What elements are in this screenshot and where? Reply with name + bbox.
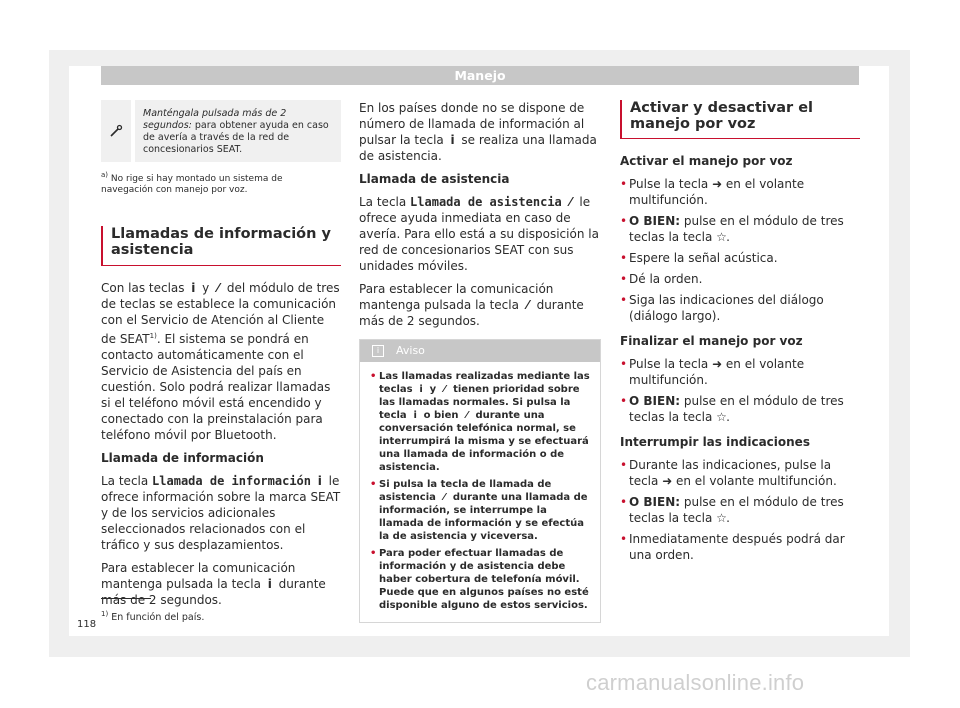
subheading-finish: Finalizar el manejo por voz [620, 334, 803, 348]
list-item: • O BIEN: pulse en el módulo de tres teclas la tecla ☆. [620, 213, 860, 245]
wrench-icon: ⁄ [217, 281, 220, 295]
list-item: • Siga las indicaciones del diálogo (diálogo largo). [620, 292, 860, 324]
paragraph-info-hold: Para establecer la comunicación mantenga pulsada la tecla i durante más de 2 segundos. [101, 561, 326, 607]
subheading-activate: Activar el manejo por voz [620, 154, 793, 168]
list-item: • Durante las indicaciones, pulse la tecla ➜ en el volante multifunción. [620, 457, 860, 489]
aviso-body [360, 362, 600, 622]
info-icon: i [413, 410, 417, 421]
column-2 [359, 100, 601, 623]
info-icon: i [317, 474, 322, 488]
footnote-a: $^{a)}$ No rige si hay montado un sistema de navegación con manejo por voz. [101, 171, 283, 195]
wrench-icon: ⁄ [466, 410, 468, 421]
aviso-box [359, 339, 601, 623]
paragraph-intro: Con las teclas i y ⁄ del módulo de tres de teclas se establece la comunicación con el Servicio de Atención al Cliente de SEAT$^{1)}$. El sistema se pondrá en contacto automáticamente con el Servicio de Asistencia del país en cuestión. Solo podrá realizar llamadas si el teléfono móvil está encendido y conectado con la preinstalación para teléfono móvil por Bluetooth. [101, 281, 340, 442]
list-item: • O BIEN: pulse en el módulo de tres teclas la tecla ☆. [620, 393, 860, 425]
subheading-assist-call: Llamada de asistencia [359, 172, 510, 186]
subheading-interrupt: Interrumpir las indicaciones [620, 435, 810, 449]
subheading-info-call: Llamada de información [101, 451, 264, 465]
paragraph-info-call: La tecla Llamada de información i le ofrece información sobre la marca SEAT y de los servicios adicionales seleccionados relacionados con el tráfico y sus desplazamientos. [101, 474, 341, 552]
star-icon: ☆ [716, 511, 727, 525]
paragraph-assist-call: La tecla Llamada de asistencia ⁄ le ofrece ayuda inmediata en caso de avería. Para ello está a su disposición la red de concesionarios SEAT con sus unidades móviles. [359, 195, 599, 273]
list-item: • Pulse la tecla ➜ en el volante multifunción. [620, 176, 860, 208]
info-icon: i [191, 281, 196, 295]
page-header [101, 66, 859, 85]
section-heading-llamadas: Llamadas de información y asistencia [101, 226, 341, 266]
info-box-icon: i [372, 345, 384, 357]
star-icon: ☆ [716, 230, 727, 244]
page-number: 118 [77, 619, 97, 630]
voice-button-icon: ➜ [712, 357, 723, 371]
watermark: carmanualsonline.info [586, 670, 805, 695]
list-item: • Espere la señal acústica. [620, 250, 860, 266]
info-icon: i [267, 577, 272, 591]
voice-button-icon: ➜ [712, 177, 723, 191]
tip-text: Manténgala pulsada más de 2 segundos: para obtener ayuda en caso de avería a través de la red de concesionarios SEAT. [131, 100, 341, 162]
info-icon: i [450, 133, 455, 147]
wrench-icon: ⁄ [443, 384, 446, 395]
aviso-bullet: • Las llamadas realizadas mediante las teclas i y ⁄ tienen prioridad sobre las llamadas normales. Si pulsa la tecla i o bien ⁄ durante una conversación telefónica normal, se interrumpirá la misma y se efectuará una llamada de información o de asistencia. [370, 370, 592, 474]
list-item: • Pulse la tecla ➜ en el volante multifunción. [620, 356, 860, 388]
column-3 [620, 100, 860, 568]
aviso-bullet: • Para poder efectuar llamadas de información y de asistencia debe haber cobertura de telefonía móvil. Puede que en algunos países no esté disponible alguno de estos servicios. [370, 547, 592, 612]
list-item: • Inmediatamente después podrá dar una orden. [620, 531, 860, 563]
header-title: Manejo [454, 68, 506, 83]
aviso-bullet: • Si pulsa la tecla de llamada de asistencia ⁄ durante una llamada de información, se interrumpe la llamada de información y se efectúa la de asistencia y viceversa. [370, 478, 592, 543]
list-item: • Dé la orden. [620, 271, 860, 287]
tip-box [101, 100, 341, 162]
footnote-rule [101, 598, 151, 599]
voice-button-icon: ➜ [662, 474, 673, 488]
list-item: • O BIEN: pulse en el módulo de tres teclas la tecla ☆. [620, 494, 860, 526]
wrench-icon [101, 100, 131, 162]
wrench-icon: ⁄ [569, 195, 572, 209]
wrench-icon: ⁄ [443, 492, 446, 503]
column-1 [101, 100, 341, 615]
footnote-1: $^{1)}$ En función del país. [101, 610, 205, 624]
paragraph-no-info-number: En los países donde no se dispone de número de llamada de información al pulsar la tecla i se realiza una llamada de asistencia. [359, 101, 597, 163]
info-icon: i [419, 384, 423, 395]
wrench-icon: ⁄ [526, 298, 529, 312]
star-icon: ☆ [716, 410, 727, 424]
section-heading-voice: Activar y desactivar el manejo por voz [620, 100, 860, 139]
paragraph-assist-hold: Para establecer la comunicación mantenga pulsada la tecla ⁄ durante más de 2 segundos. [359, 282, 584, 328]
aviso-header: i Aviso [360, 340, 600, 362]
